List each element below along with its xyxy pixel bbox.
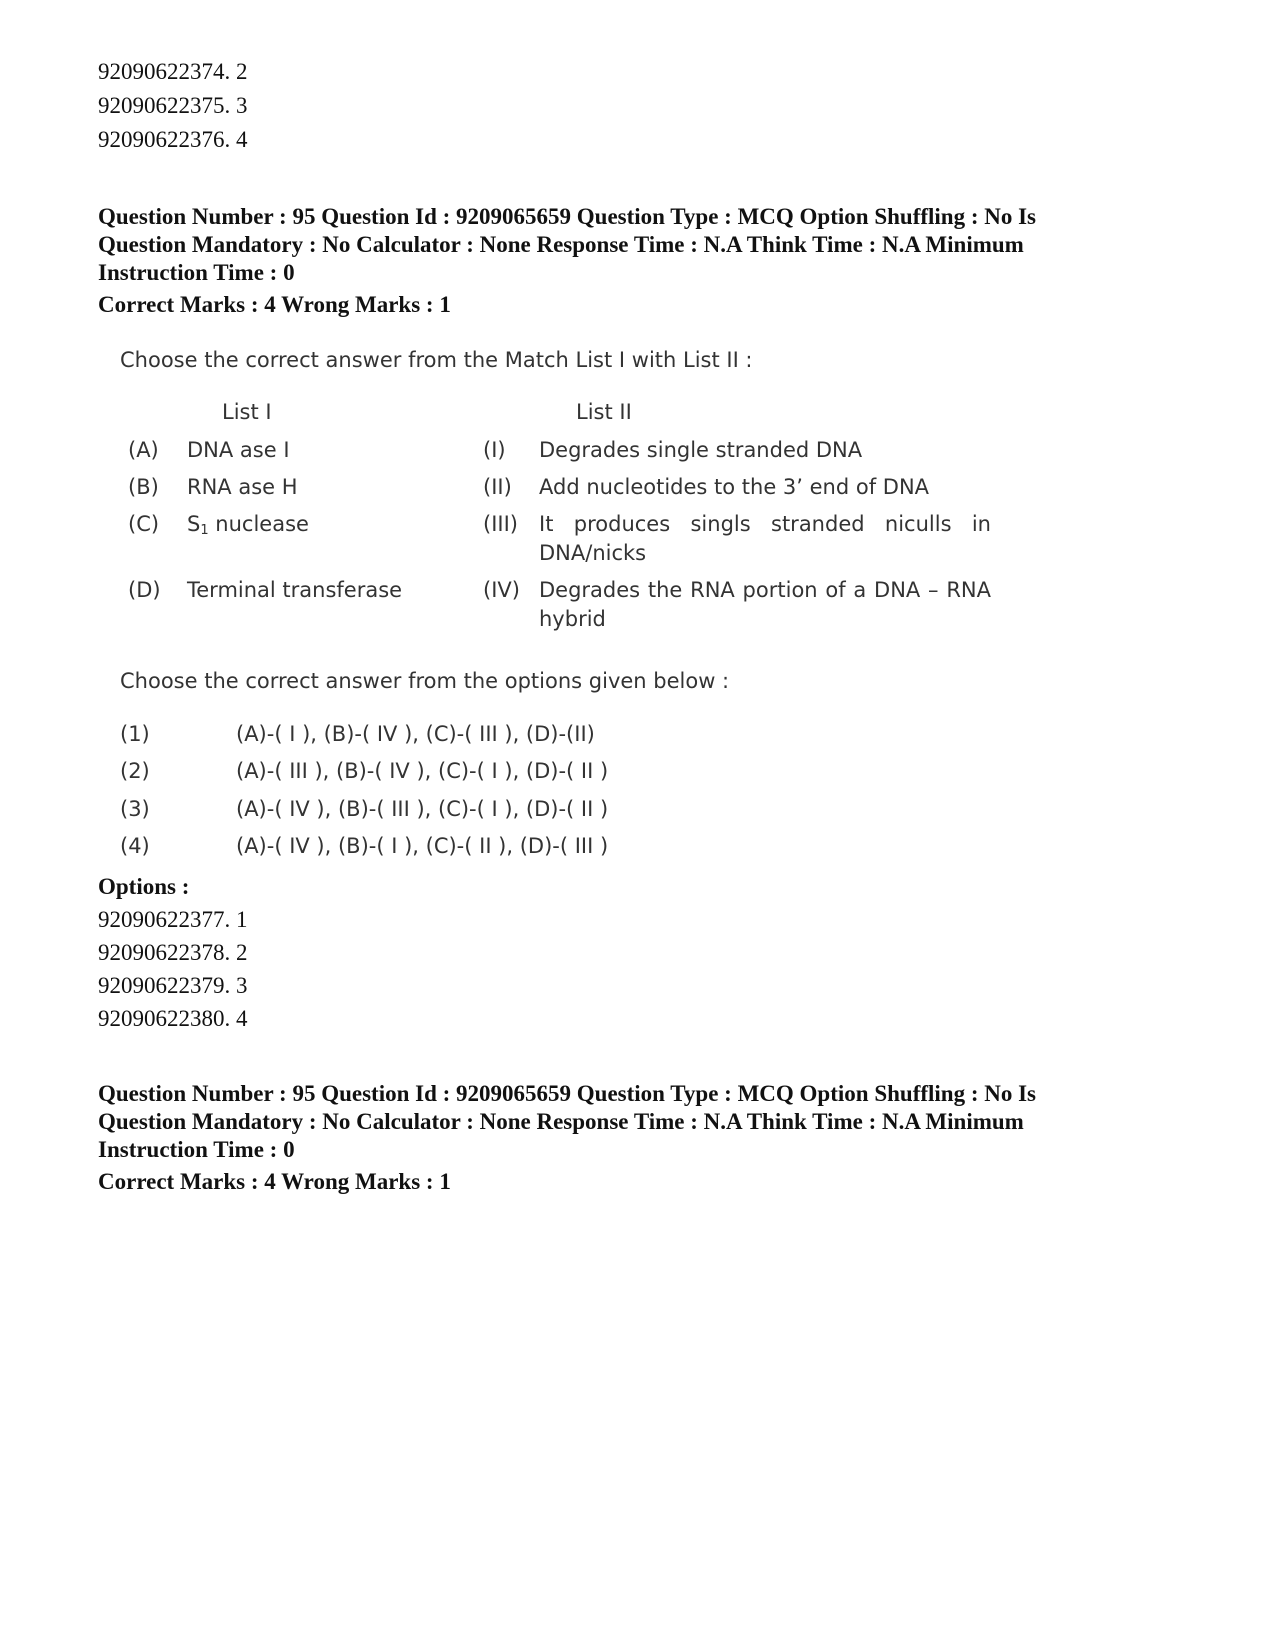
answer-key: (3) [120,797,150,821]
answer-key: (1) [120,722,150,746]
option-line: 92090622379. 3 [98,973,248,998]
list1-key: (B) [128,475,159,499]
option-line: 92090622374. 2 [98,59,248,84]
list1-item: Terminal transferase [187,578,403,602]
option-line: 92090622377. 1 [98,907,248,932]
list1-title: List I [222,400,272,424]
list2-title: List II [576,400,632,424]
list2-key: (I) [483,438,506,462]
answer-key: (4) [120,834,150,858]
list2-key: (IV) [483,578,520,602]
question-header [98,203,1188,287]
header-line: Instruction Time : 0 [98,1137,295,1162]
marks-line: Correct Marks : 4 Wrong Marks : 1 [98,1169,451,1194]
header-line: Question Mandatory : No Calculator : None Response Time : N.A Think Time : N.A Minimum [98,232,1024,257]
question-content [98,340,1048,900]
header-line: Question Number : 95 Question Id : 9209065659 Question Type : MCQ Option Shuffling : No Is [98,1081,1037,1106]
list2-item: It produces singls stranded niculls in DNA/nicks [539,512,991,565]
header-line: Question Number : 95 Question Id : 9209065659 Question Type : MCQ Option Shuffling : No Is [98,204,1037,229]
list1-key: (C) [128,512,160,536]
list2-key: (II) [483,475,512,499]
marks-line: Correct Marks : 4 Wrong Marks : 1 [98,292,451,317]
list1-item: RNA ase H [187,475,298,499]
list1-key: (A) [128,438,159,462]
answer-text: (A)-( IV ), (B)-( I ), (C)-( II ), (D)-( III ) [236,834,609,858]
answer-text: (A)-( IV ), (B)-( III ), (C)-( I ), (D)-( II ) [236,797,609,821]
answer-key: (2) [120,759,150,783]
answer-text: (A)-( III ), (B)-( IV ), (C)-( I ), (D)-( II ) [236,759,609,783]
choose-instruction: Choose the correct answer from the options given below : [120,669,730,693]
option-line: 92090622380. 4 [98,1006,248,1031]
option-line: 92090622376. 4 [98,127,248,152]
list2-item: Degrades single stranded DNA [539,438,863,462]
answer-text: (A)-( I ), (B)-( IV ), (C)-( III ), (D)-(II) [236,722,595,746]
header-line: Instruction Time : 0 [98,260,295,285]
question-prompt: Choose the correct answer from the Match List I with List II : [120,348,753,372]
options-label: Options : [98,874,190,899]
list2-item: Degrades the RNA portion of a DNA – RNA hybrid [539,578,991,631]
list1-item: $S_1$ nuclease [187,512,309,538]
question-header [98,1080,1188,1164]
list2-item: Add nucleotides to the 3’ end of DNA [539,475,930,499]
option-line: 92090622378. 2 [98,940,248,965]
list1-item: DNA ase I [187,438,290,462]
header-line: Question Mandatory : No Calculator : None Response Time : N.A Think Time : N.A Minimum [98,1109,1024,1134]
list1-key: (D) [128,578,161,602]
option-line: 92090622375. 3 [98,93,248,118]
list2-key: (III) [483,512,518,536]
